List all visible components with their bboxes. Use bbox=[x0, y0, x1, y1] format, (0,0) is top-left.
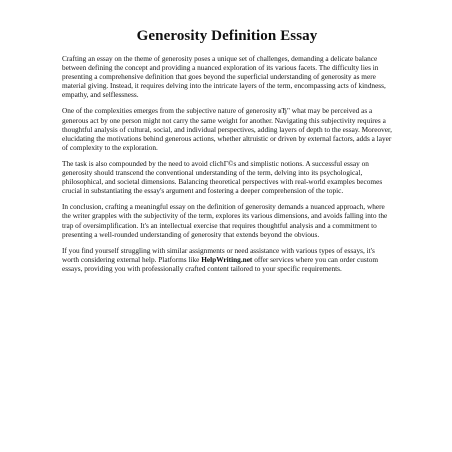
paragraph-help bbox=[62, 246, 392, 273]
paragraph-help-before: If you find yourself struggling with similar assignments or need assistance with various types of essays, it's worth considering external help. Platforms like bbox=[62, 245, 375, 264]
paragraph-intro: Crafting an essay on the theme of generosity poses a unique set of challenges, demanding a delicate balance between defining the concept and providing a nuanced exploration of its various facets. The difficulty lies in presenting a comprehensive definition that goes beyond the superficial understanding of generosity as mere material giving. Instead, it requires delving into the intricate layers of the term, encompassing acts of kindness, empathy, and selflessness. bbox=[62, 54, 386, 100]
paragraph-help-after: offer services where you can order custom essays, providing you with professionally crafted content tailored to your specific requirements. bbox=[62, 254, 379, 273]
paragraph-cliches: The task is also compounded by the need to avoid clichГ©s and simplistic notions. A successful essay on generosity should transcend the conventional understanding of the term, delving into its psychological, philosophical, and societal dimensions. Balancing theoretical perspectives with real-world examples becomes crucial in substantiating the essay's argument and fostering a deeper comprehension of the topic. bbox=[62, 158, 383, 196]
paragraph-conclusion: In conclusion, crafting a meaningful essay on the definition of generosity demands a nuanced approach, where the writer grapples with the subjectivity of the term, explores its various dimensions, and avoids falling into the trap of oversimplification. It's an intellectual exercise that requires thoughtful analysis and a commitment to presenting a well-rounded understanding of generosity that extends beyond the obvious. bbox=[62, 202, 388, 239]
essay-page bbox=[62, 27, 392, 280]
brand-name: HelpWriting.net bbox=[201, 254, 253, 264]
paragraph-subjectivity: One of the complexities emerges from the subjective nature of generosity вЂ" what may be perceived as a generous act by one person might not carry the same weight for another. Navigating this subjectivity requires a thoughtful analysis of cultural, social, and individual perspectives, adding layers of depth to the essay. Moreover, elucidating the motivations behind generous actions, whether altruistic or driven by external factors, adds a layer of complexity to the exploration. bbox=[62, 106, 392, 152]
essay-title: Generosity Definition Essay bbox=[136, 28, 318, 44]
